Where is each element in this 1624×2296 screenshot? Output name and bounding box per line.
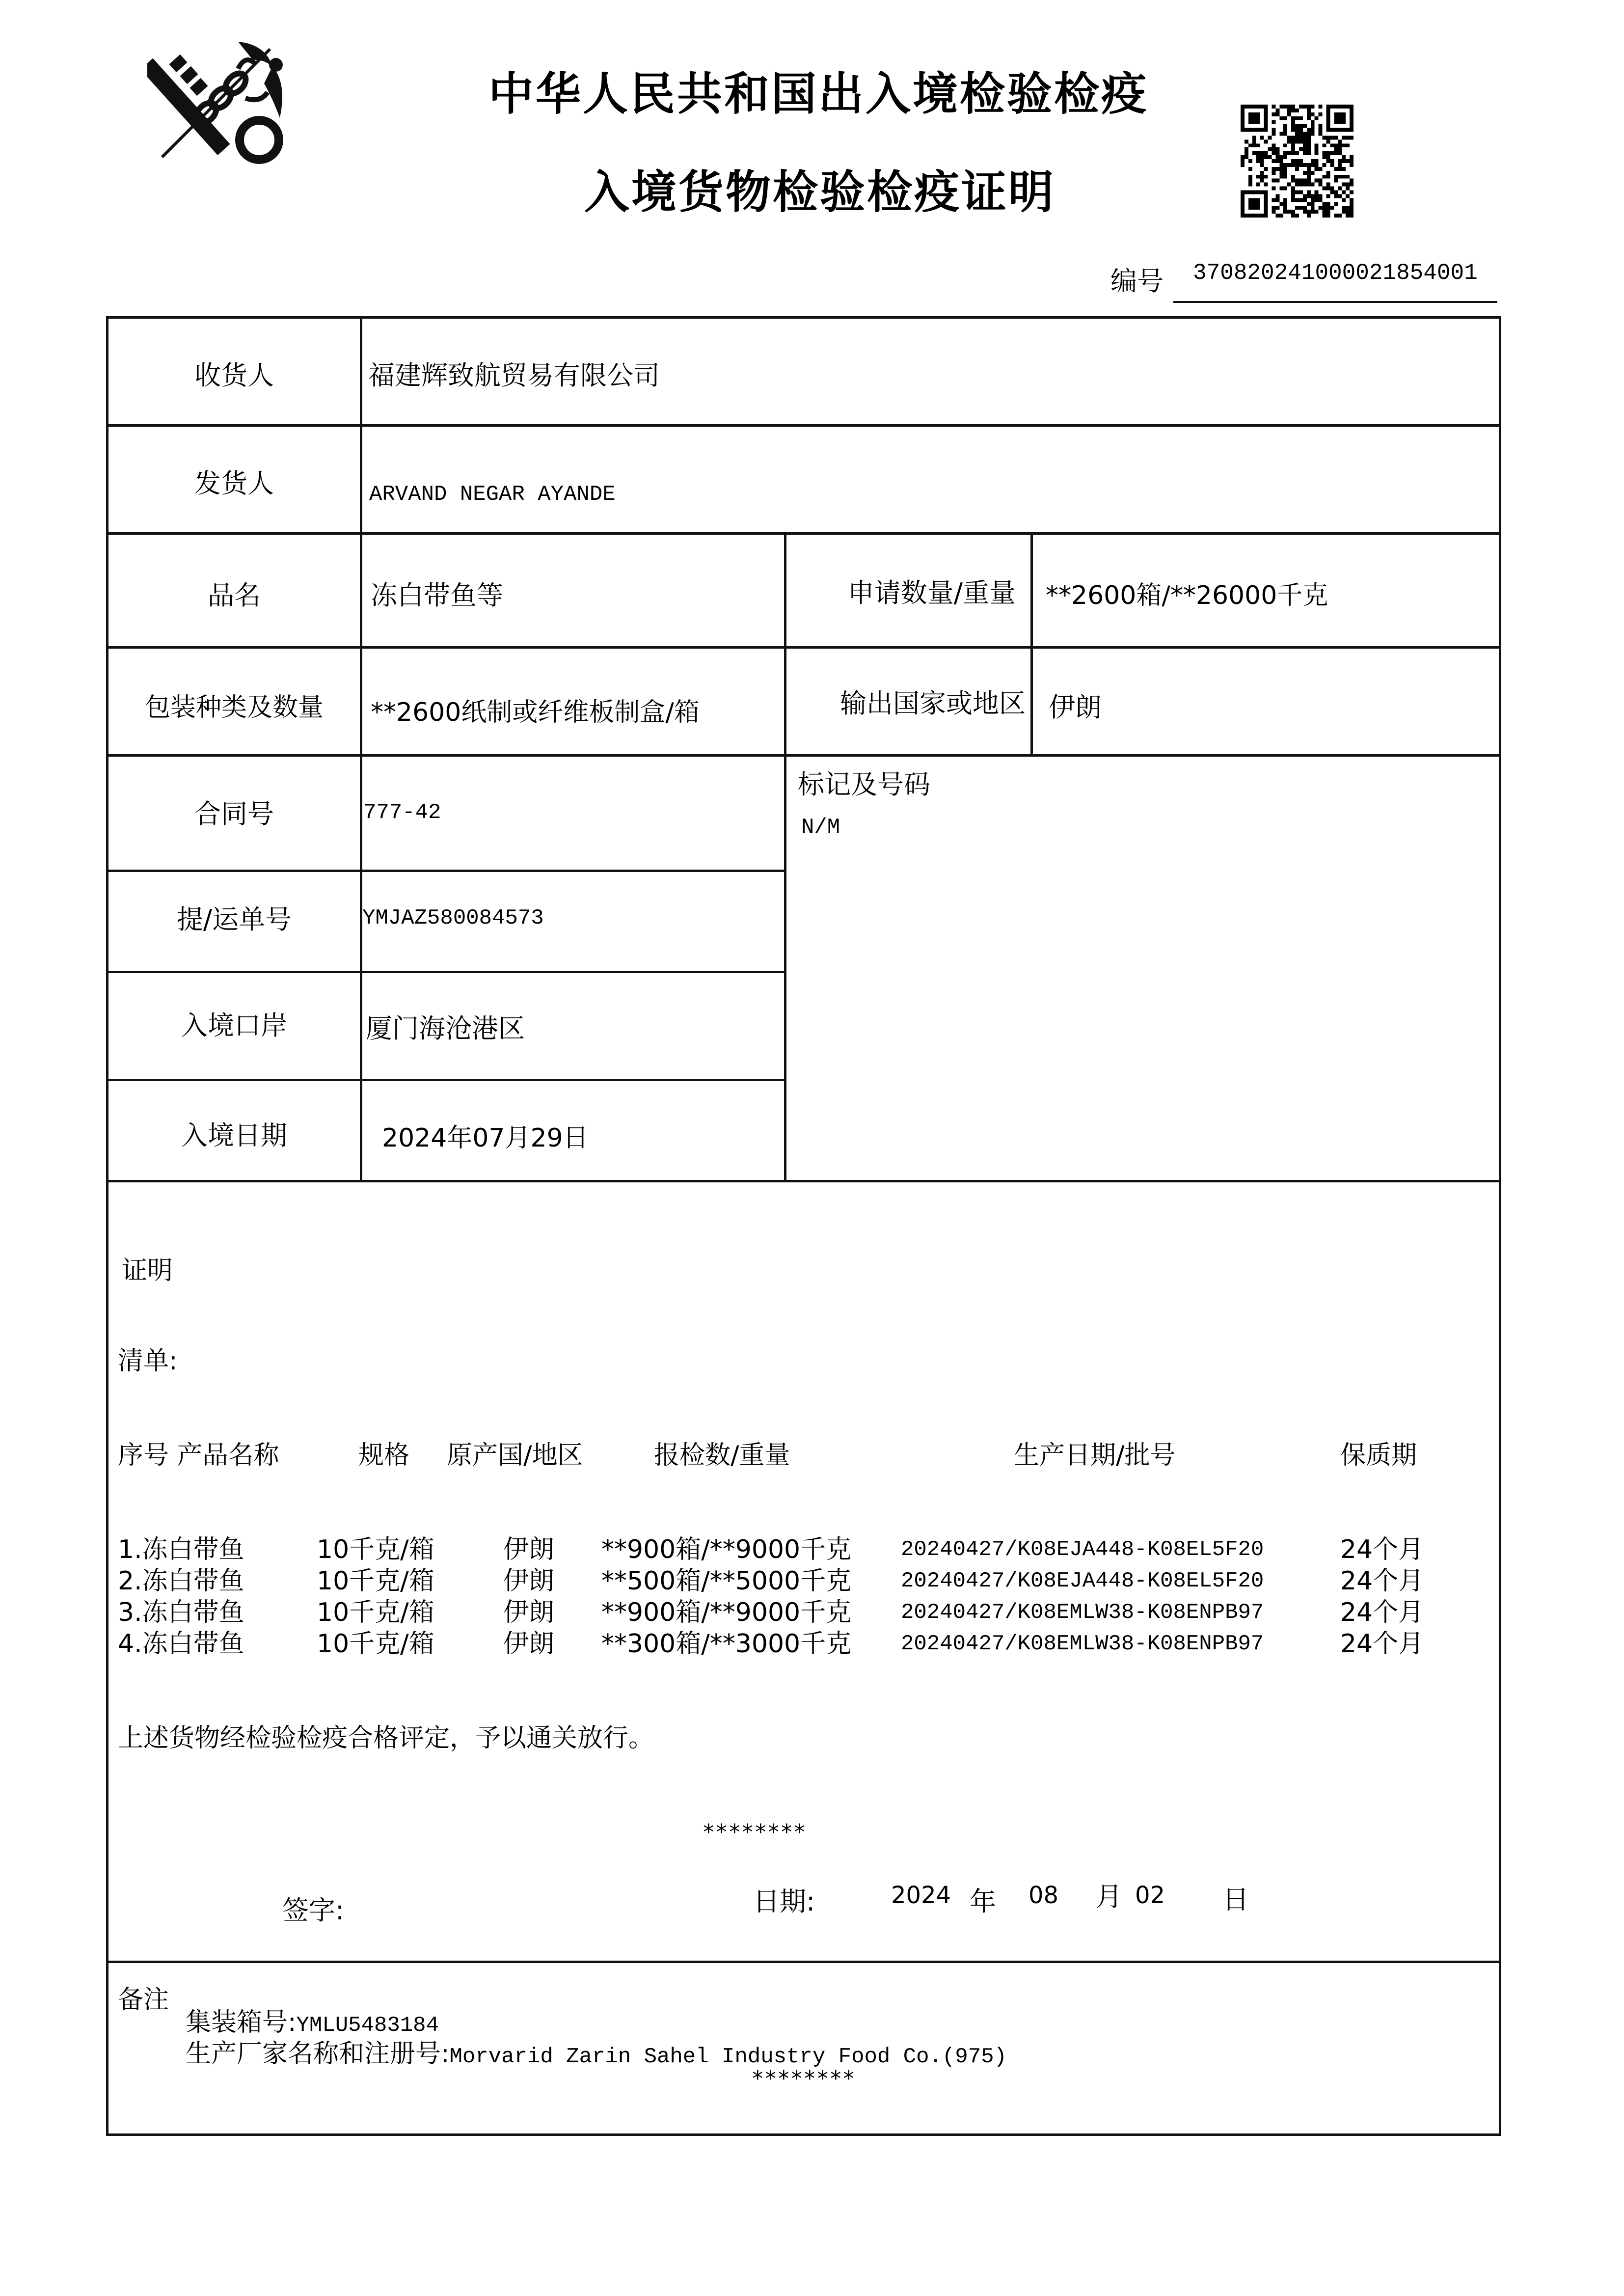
item-origin: 伊朗 bbox=[503, 1629, 555, 1659]
col-header-qty: 报检数/重量 bbox=[654, 1441, 790, 1470]
list-header-row bbox=[118, 1440, 1488, 1471]
number-underline bbox=[1173, 301, 1497, 303]
issue-date-year-unit: 年 bbox=[970, 1886, 996, 1917]
quantity-weight-label: 申请数量/重量 bbox=[847, 577, 1016, 608]
col-header-batch: 生产日期/批号 bbox=[1014, 1441, 1176, 1470]
col-divider bbox=[784, 532, 786, 1180]
item-batch: 20240427/K08EMLW38-K08ENPB97 bbox=[901, 1600, 1264, 1625]
issue-date-day: 02 bbox=[1135, 1882, 1165, 1909]
item-name: 4.冻白带鱼 bbox=[118, 1629, 244, 1659]
manufacturer-label: 生产厂家名称和注册号: bbox=[186, 2039, 450, 2069]
item-batch: 20240427/K08EJA448-K08EL5F20 bbox=[901, 1569, 1264, 1593]
number-label: 编号 bbox=[1110, 266, 1164, 297]
list-label: 清单: bbox=[118, 1346, 178, 1376]
issue-date-year: 2024 bbox=[891, 1882, 951, 1909]
item-origin: 伊朗 bbox=[503, 1598, 555, 1627]
item-quantity: **900箱/**9000千克 bbox=[601, 1598, 852, 1627]
item-shelf-life: 24个月 bbox=[1340, 1598, 1424, 1627]
entry-date-label: 入境日期 bbox=[181, 1120, 287, 1151]
item-quantity: **500箱/**5000千克 bbox=[601, 1566, 852, 1596]
item-shelf-life: 24个月 bbox=[1340, 1535, 1424, 1564]
quantity-weight-value: **2600箱/**26000千克 bbox=[1046, 581, 1328, 610]
issue-date-month-unit: 月 bbox=[1096, 1881, 1122, 1912]
item-name: 3.冻白带鱼 bbox=[118, 1598, 244, 1627]
item-quantity: **900箱/**9000千克 bbox=[601, 1535, 852, 1564]
item-spec: 10千克/箱 bbox=[317, 1629, 434, 1659]
row-divider bbox=[106, 971, 784, 973]
logo-emblem bbox=[147, 29, 295, 172]
consignor-value: ARVAND NEGAR AYANDE bbox=[369, 482, 616, 507]
product-name-label: 品名 bbox=[208, 580, 261, 611]
packaging-value: **2600纸制或纤维板制盒/箱 bbox=[371, 698, 700, 727]
row-divider bbox=[106, 870, 784, 872]
remarks-end-marker: ******** bbox=[751, 2066, 855, 2091]
item-name: 1.冻白带鱼 bbox=[118, 1535, 244, 1564]
row-divider bbox=[106, 754, 1499, 757]
qr-code-icon bbox=[1241, 105, 1353, 218]
item-batch: 20240427/K08EJA448-K08EL5F20 bbox=[901, 1537, 1264, 1562]
list-item bbox=[118, 1597, 1488, 1628]
row-divider bbox=[106, 424, 1499, 427]
certificate-number: 370820241000021854001 bbox=[1193, 260, 1478, 286]
container-label: 集装箱号: bbox=[186, 2008, 297, 2037]
row-divider bbox=[106, 646, 1499, 649]
marks-value: N/M bbox=[801, 815, 840, 840]
row-divider bbox=[106, 1079, 784, 1081]
certificate-section bbox=[118, 1192, 1488, 1880]
packaging-label: 包装种类及数量 bbox=[144, 693, 324, 722]
consignor-label: 发货人 bbox=[194, 468, 274, 499]
col-header-name: 序号 产品名称 bbox=[118, 1441, 279, 1470]
col-header-origin: 原产国/地区 bbox=[447, 1441, 583, 1470]
contract-no-value: 777-42 bbox=[363, 800, 441, 825]
remarks-manufacturer bbox=[186, 2033, 1007, 2070]
document-title-line2: 入境货物检验检疫证明 bbox=[584, 166, 1056, 219]
col-header-shelf: 保质期 bbox=[1340, 1441, 1417, 1470]
col-divider bbox=[1030, 532, 1033, 754]
row-divider bbox=[106, 1180, 1499, 1182]
item-shelf-life: 24个月 bbox=[1340, 1629, 1424, 1659]
col-divider bbox=[360, 316, 362, 1180]
manufacturer-value: Morvarid Zarin Sahel Industry Food Co.(975) bbox=[449, 2045, 1007, 2069]
item-batch: 20240427/K08EMLW38-K08ENPB97 bbox=[901, 1632, 1264, 1656]
issue-date-label: 日期: bbox=[753, 1886, 815, 1917]
row-divider bbox=[106, 532, 1499, 535]
consignee-label: 收货人 bbox=[194, 360, 274, 391]
document-title-line1: 中华人民共和国出入境检验检疫 bbox=[488, 68, 1149, 120]
certificate-heading: 证明 bbox=[122, 1256, 173, 1285]
consignee-value: 福建辉致航贸易有限公司 bbox=[368, 360, 660, 391]
row-divider bbox=[106, 1961, 1499, 1963]
entry-port-value: 厦门海沧港区 bbox=[366, 1013, 525, 1044]
list-item bbox=[118, 1565, 1488, 1597]
signature-label: 签字: bbox=[282, 1895, 345, 1926]
certificate-end-marker: ******** bbox=[702, 1820, 806, 1845]
remarks-label: 备注 bbox=[118, 1985, 169, 2015]
bill-no-label: 提/运单号 bbox=[176, 904, 292, 935]
item-origin: 伊朗 bbox=[503, 1535, 555, 1564]
item-shelf-life: 24个月 bbox=[1340, 1566, 1424, 1596]
marks-label: 标记及号码 bbox=[798, 769, 930, 800]
entry-port-label: 入境口岸 bbox=[181, 1010, 287, 1041]
item-spec: 10千克/箱 bbox=[317, 1598, 434, 1627]
contract-no-label: 合同号 bbox=[194, 798, 274, 829]
item-origin: 伊朗 bbox=[503, 1566, 555, 1596]
item-name: 2.冻白带鱼 bbox=[118, 1566, 244, 1596]
entry-date-value: 2024年07月29日 bbox=[382, 1123, 589, 1153]
issue-date-day-unit: 日 bbox=[1222, 1884, 1249, 1915]
product-name-value: 冻白带鱼等 bbox=[371, 580, 503, 611]
export-country-label: 输出国家或地区 bbox=[840, 688, 1026, 719]
container-value: YMLU5483184 bbox=[296, 2013, 439, 2038]
issue-date-month: 08 bbox=[1029, 1882, 1059, 1909]
col-header-spec: 规格 bbox=[358, 1441, 410, 1470]
list-item bbox=[118, 1534, 1488, 1565]
certificate-statement: 上述货物经检验检疫合格评定，予以通关放行。 bbox=[118, 1723, 654, 1753]
key-caduceus-icon bbox=[147, 29, 295, 172]
bill-no-value: YMJAZ580084573 bbox=[362, 906, 544, 930]
export-country-value: 伊朗 bbox=[1049, 692, 1102, 723]
item-spec: 10千克/箱 bbox=[317, 1566, 434, 1596]
item-spec: 10千克/箱 bbox=[317, 1535, 434, 1564]
list-item bbox=[118, 1628, 1488, 1660]
item-quantity: **300箱/**3000千克 bbox=[601, 1629, 852, 1659]
